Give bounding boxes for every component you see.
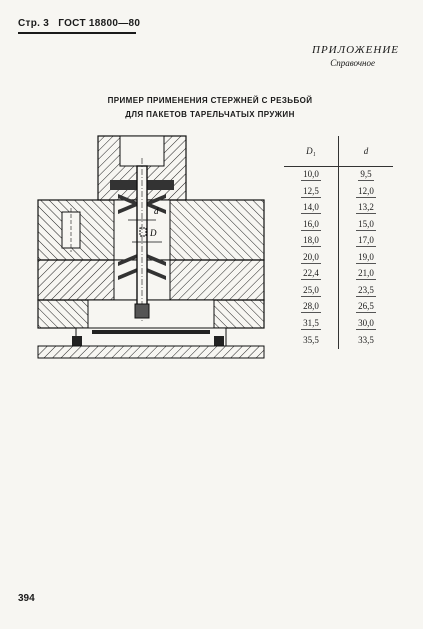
table-row bbox=[284, 167, 393, 184]
cell-d: 12,0 bbox=[358, 185, 374, 196]
header-rule bbox=[18, 32, 136, 34]
cell-d: 17,0 bbox=[358, 235, 374, 246]
table-row bbox=[284, 233, 393, 250]
cell-D1: 18,0 bbox=[303, 235, 319, 246]
table-row bbox=[284, 316, 393, 333]
cell-D1: 25,0 bbox=[303, 284, 319, 295]
table-row bbox=[284, 266, 393, 283]
cell-D1: 31,5 bbox=[303, 317, 319, 328]
cell-d: 19,0 bbox=[358, 251, 374, 262]
page-label: Стр. 3 bbox=[18, 18, 50, 29]
table-row bbox=[284, 250, 393, 267]
table-row bbox=[284, 184, 393, 201]
section-title-line2: ДЛЯ ПАКЕТОВ ТАРЕЛЬЧАТЫХ ПРУЖИН bbox=[125, 110, 295, 119]
page-header bbox=[18, 18, 146, 29]
cell-D1: 22,4 bbox=[303, 268, 319, 279]
cell-d: 30,0 bbox=[358, 317, 374, 328]
cell-D1: 16,0 bbox=[303, 218, 319, 229]
appendix-title: ПРИЛОЖЕНИЕ bbox=[312, 44, 399, 56]
drawing-label-d: d bbox=[154, 206, 159, 216]
cell-D1: 12,5 bbox=[303, 185, 319, 196]
lower-plate bbox=[38, 260, 264, 300]
drawing-label-D1: D bbox=[150, 228, 157, 238]
cell-d: 15,0 bbox=[358, 218, 374, 229]
base-plate bbox=[38, 300, 264, 328]
column-header-D1: D₁ bbox=[284, 136, 339, 167]
table-row bbox=[284, 332, 393, 349]
cell-d: 21,0 bbox=[358, 268, 374, 279]
cell-d: 13,2 bbox=[358, 202, 374, 213]
table-row bbox=[284, 299, 393, 316]
cell-D1: 14,0 bbox=[303, 202, 319, 213]
cell-D1: 35,5 bbox=[303, 334, 319, 345]
table-row bbox=[284, 217, 393, 234]
table-row bbox=[284, 283, 393, 300]
assembly-drawing bbox=[36, 128, 276, 378]
bottom-die bbox=[38, 328, 264, 358]
cell-D1: 10,0 bbox=[303, 169, 319, 180]
cell-d: 26,5 bbox=[358, 301, 374, 312]
column-header-d: d bbox=[339, 136, 394, 167]
appendix-subtitle: Справочное bbox=[330, 58, 375, 68]
table-header-row bbox=[284, 136, 393, 167]
cell-D1: 20,0 bbox=[303, 251, 319, 262]
page-number: 394 bbox=[18, 593, 35, 604]
cell-d: 33,5 bbox=[358, 334, 374, 345]
table-row bbox=[284, 200, 393, 217]
cell-d: 9,5 bbox=[360, 169, 372, 180]
standard-number: ГОСТ 18800—80 bbox=[58, 18, 141, 29]
section-title-line1: ПРИМЕР ПРИМЕНЕНИЯ СТЕРЖНЕЙ С РЕЗЬБОЙ bbox=[107, 96, 313, 105]
cell-d: 23,5 bbox=[358, 284, 374, 295]
cell-D1: 28,0 bbox=[303, 301, 319, 312]
dimension-table bbox=[284, 136, 393, 349]
